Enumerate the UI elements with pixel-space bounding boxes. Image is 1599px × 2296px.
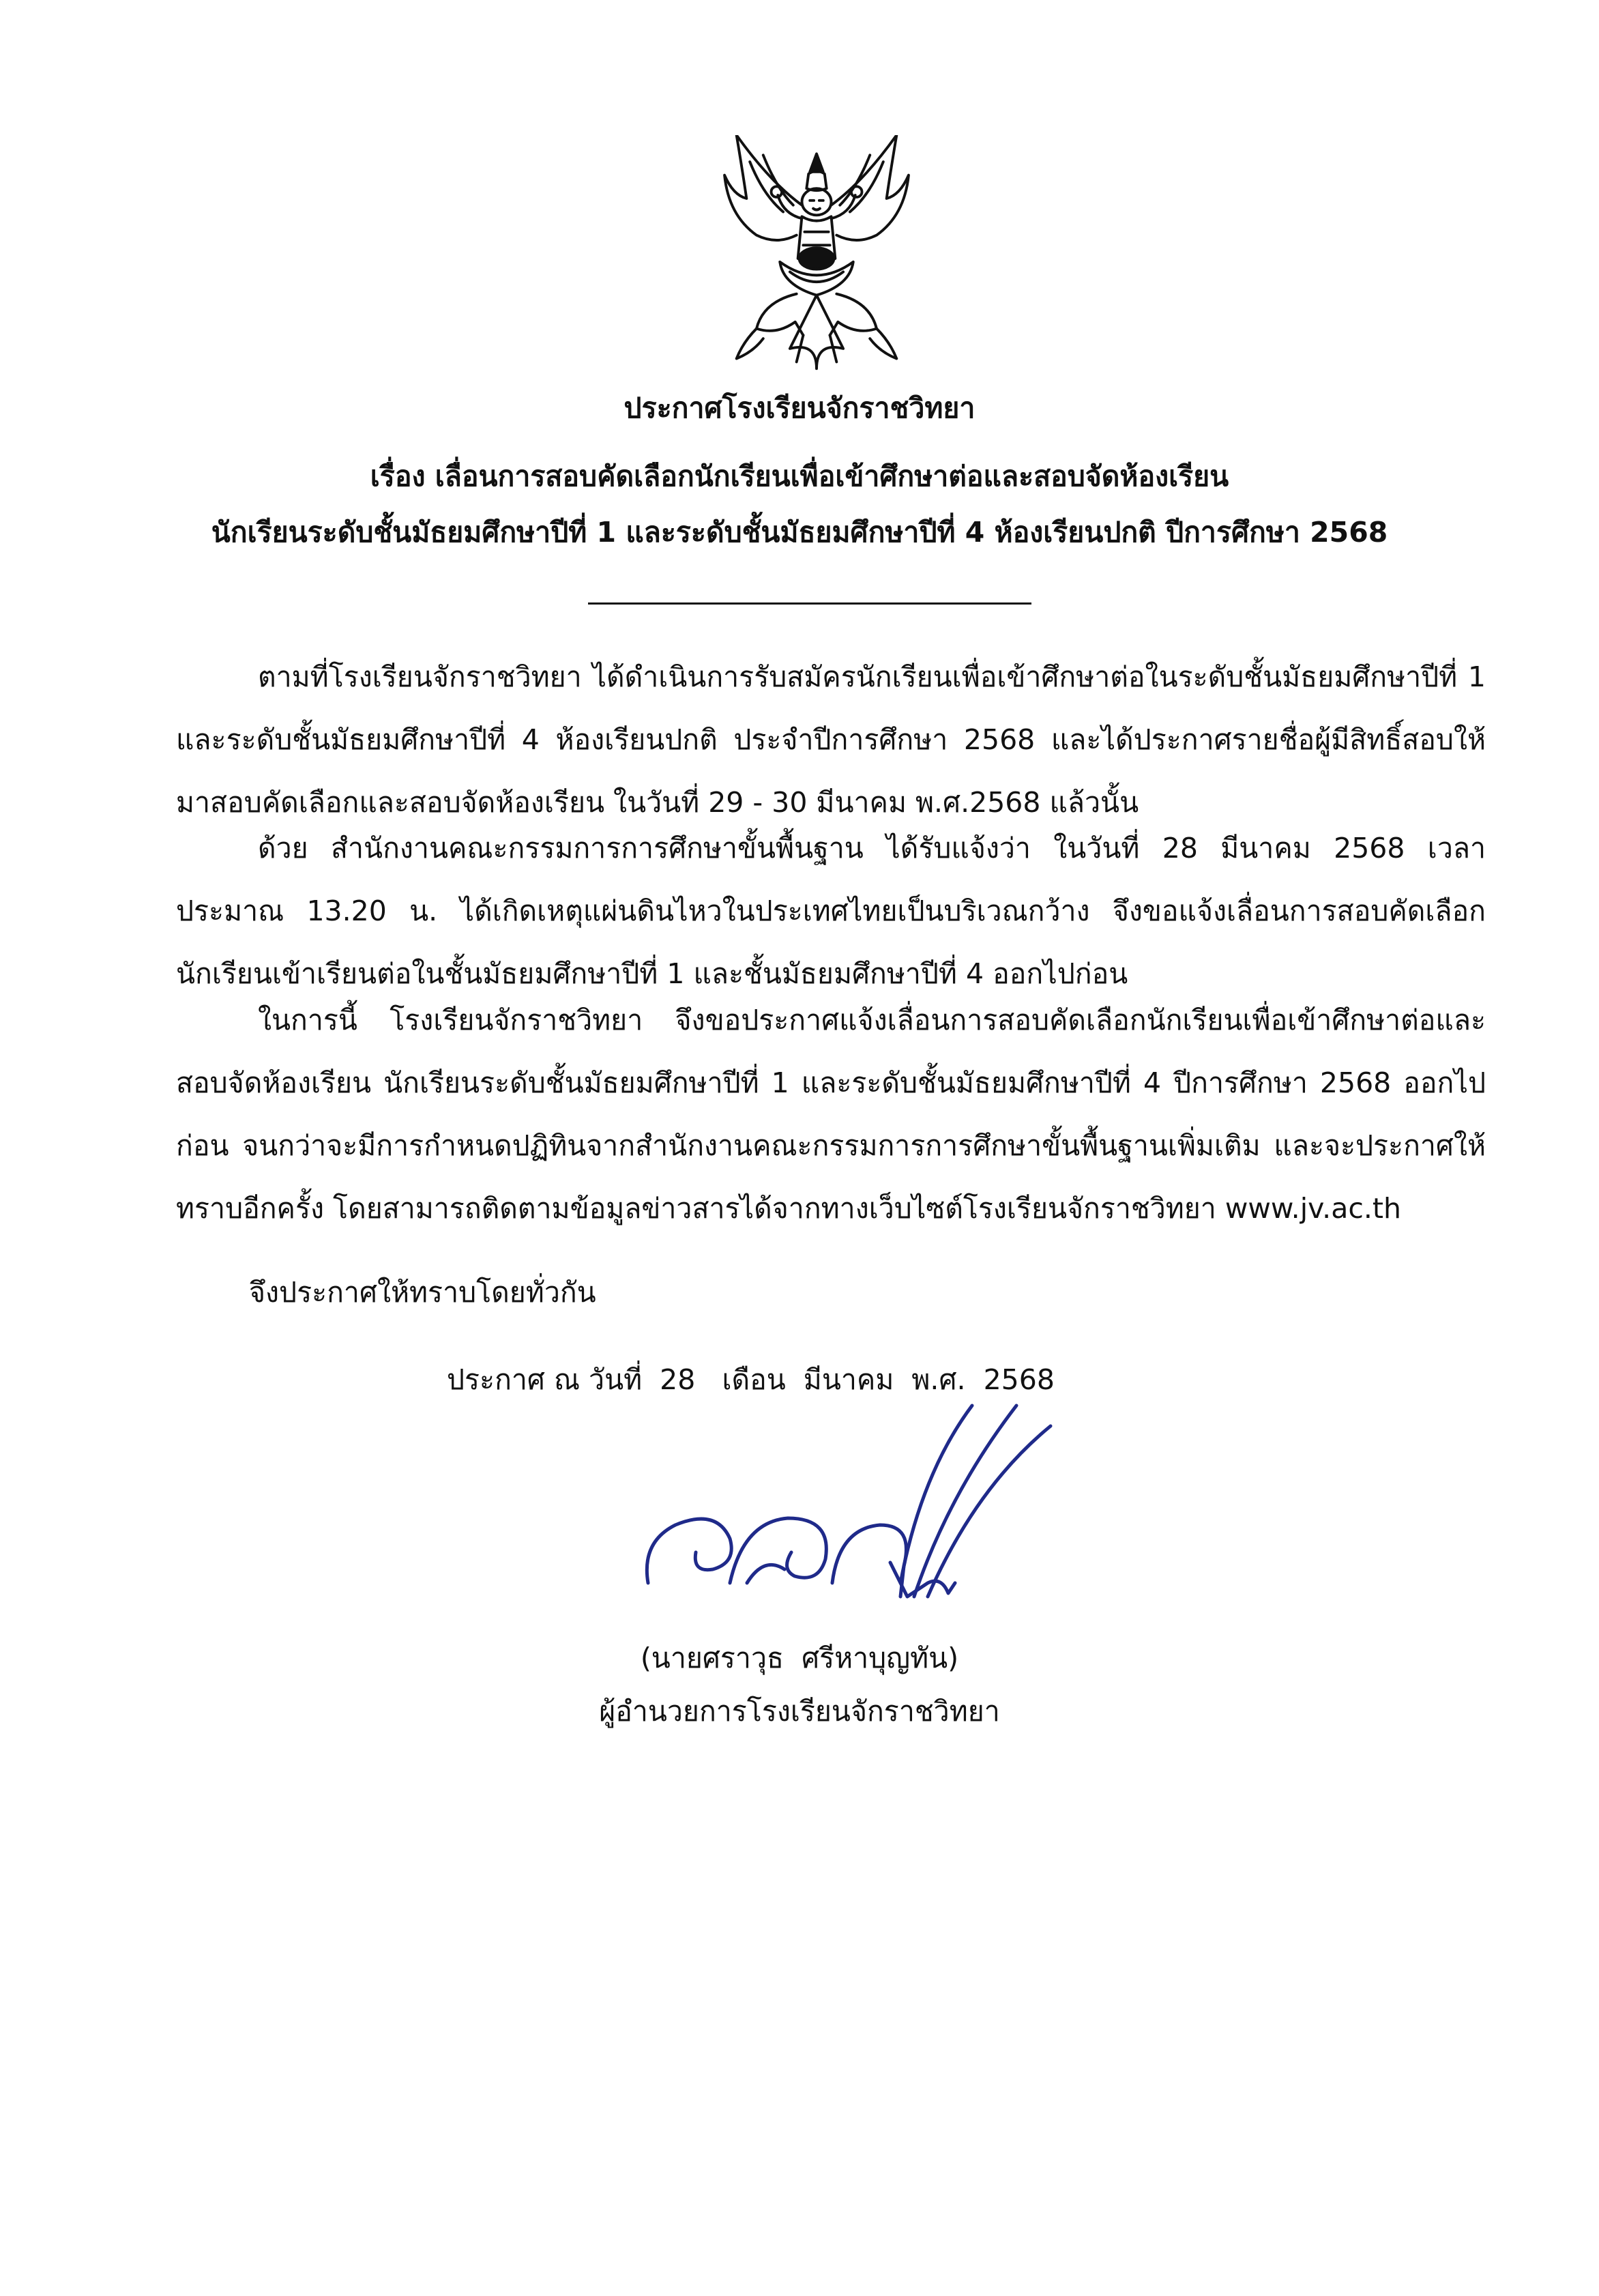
announcement-date: ประกาศ ณ วันที่ 28 เดือน มีนาคม พ.ศ. 2568 <box>447 1363 1055 1396</box>
signer-position: ผู้อำนวยการโรงเรียนจักราชวิทยา <box>599 1695 1000 1728</box>
closing-statement: จึงประกาศให้ทราบโดยทั่วกัน <box>249 1276 596 1309</box>
announcement-subject: เรื่อง เลื่อนการสอบคัดเลือกนักเรียนเพื่อเข้าศึกษาต่อและสอบจัดห้องเรียน <box>370 460 1229 493</box>
body-paragraph-1 <box>176 645 1486 834</box>
paragraph-text: ตามที่โรงเรียนจักราชวิทยา ได้ดำเนินการรับสมัครนักเรียนเพื่อเข้าศึกษาต่อในระดับชั้นมัธยมศึกษาปีที่ 1 และระดับชั้นมัธยมศึกษาปีที่ 4 ห้องเรียนปกติ ประจำปีการศึกษา 2568 และได้ประกาศรายชื่อผู้มีสิทธิ์สอบให้มาสอบคัดเลือกและสอบจัดห้องเรียน ในวันที่ 29 - 30 มีนาคม พ.ศ.2568 แล้วนั้น <box>176 660 1486 819</box>
title-divider <box>588 602 1031 605</box>
announcement-title: ประกาศโรงเรียนจักราชวิทยา <box>624 392 975 424</box>
paragraph-text: ในการนี้ โรงเรียนจักราชวิทยา จึงขอประกาศแจ้งเลื่อนการสอบคัดเลือกนักเรียนเพื่อเข้าศึกษาต่อและสอบจัดห้องเรียน นักเรียนระดับชั้นมัธยมศึกษาปีที่ 1 และระดับชั้นมัธยมศึกษาปีที่ 4 ปีการศึกษา 2568 ออกไปก่อน จนกว่าจะมีการกำหนดปฏิทินจากสำนักงานคณะกรรมการการศึกษาขั้นพื้นฐานเพิ่มเติม และจะประกาศให้ทราบอีกครั้ง โดยสามารถติดตามข้อมูลข่าวสารได้จากทางเว็บไซต์โรงเรียนจักราชวิทยา www.jv.ac.th <box>176 1004 1486 1225</box>
body-paragraph-3 <box>176 989 1486 1240</box>
signer-name: (นายศราวุธ ศรีหาบุญทัน) <box>640 1642 959 1674</box>
handwritten-signature <box>628 1378 1105 1610</box>
paragraph-text: ด้วย สำนักงานคณะกรรมการการศึกษาขั้นพื้นฐาน ได้รับแจ้งว่า ในวันที่ 28 มีนาคม 2568 เวลาประมาณ 13.20 น. ได้เกิดเหตุแผ่นดินไหวในประเทศไทยเป็นบริเวณกว้าง จึงขอแจ้งเลื่อนการสอบคัดเลือกนักเรียนเข้าเรียนต่อในชั้นมัธยมศึกษาปีที่ 1 และชั้นมัธยมศึกษาปีที่ 4 ออกไปก่อน <box>176 832 1486 990</box>
body-paragraph-2 <box>176 817 1486 1005</box>
garuda-emblem-icon <box>716 135 917 375</box>
announcement-subject-line2: นักเรียนระดับชั้นมัธยมศึกษาปีที่ 1 และระดับชั้นมัธยมศึกษาปีที่ 4 ห้องเรียนปกติ ปีการศึกษา 2568 <box>211 516 1388 549</box>
